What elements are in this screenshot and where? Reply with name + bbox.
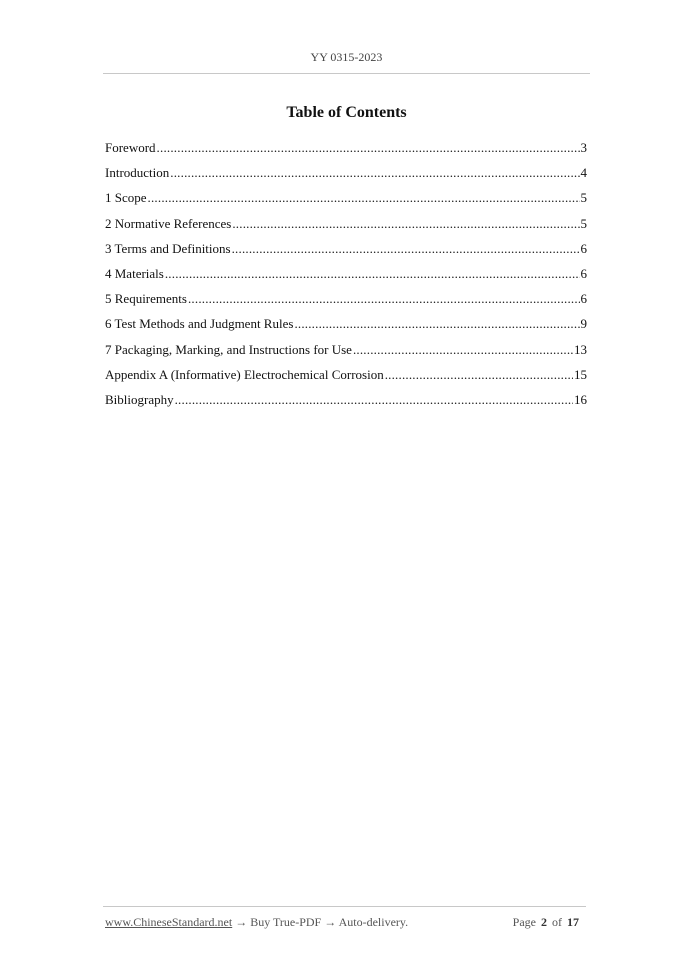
header-divider [103,73,590,74]
toc-entry-page: 5 [580,215,587,231]
site-link[interactable]: www.ChineseStandard.net [105,915,233,929]
toc-entry-terms-definitions[interactable] [105,240,587,265]
dot-leader [232,240,580,258]
dot-leader [188,290,580,308]
arrow-right-icon: → [235,915,248,929]
toc-entry-label: 2 Normative References [105,215,232,231]
toc-entry-page: 6 [580,291,587,307]
toc-list [105,139,587,416]
toc-entry-label: 4 Materials [105,265,164,281]
toc-entry-bibliography[interactable] [105,391,587,416]
toc-entry-label: 3 Terms and Definitions [105,240,231,256]
toc-entry-label: Introduction [105,165,170,181]
toc-entry-packaging-marking[interactable] [105,341,587,366]
toc-entry-page: 9 [580,316,587,332]
toc-entry-label: Appendix A (Informative) Electrochemical Corrosion [105,366,384,382]
toc-entry-requirements[interactable] [105,290,587,315]
dot-leader [175,391,573,409]
page-indicator [513,915,584,930]
toc-entry-page: 3 [580,140,587,155]
auto-delivery-text: Auto-delivery. [338,915,409,929]
toc-entry-normative-references[interactable] [105,215,587,240]
total-page-number: 17 [567,915,579,929]
dot-leader [170,164,579,182]
toc-entry-label: Bibliography [105,391,174,407]
toc-entry-page: 6 [580,240,587,256]
toc-entry-page: 15 [574,366,587,382]
buy-pdf-text: Buy True-PDF [250,915,322,929]
toc-entry-appendix-a[interactable] [105,366,587,391]
toc-entry-test-methods[interactable] [105,315,587,340]
toc-entry-page: 16 [574,391,587,407]
dot-leader [294,315,579,333]
toc-entry-label: 5 Requirements [105,291,187,307]
dot-leader [232,215,579,233]
toc-entry-page: 4 [580,165,587,181]
toc-entry-label: 6 Test Methods and Judgment Rules [105,316,294,332]
dot-leader [157,139,580,157]
toc-entry-foreword[interactable] [105,139,587,164]
toc-entry-page: 5 [580,190,587,206]
footer-promo [105,915,408,930]
arrow-right-icon: → [324,915,337,929]
toc-entry-page: 6 [580,265,587,281]
footer-divider [103,906,586,907]
toc-entry-label: 7 Packaging, Marking, and Instructions for Use [105,341,352,357]
toc-entry-introduction[interactable] [105,164,587,189]
toc-entry-label: Foreword [105,140,156,155]
dot-leader [148,189,580,207]
toc-title: Table of Contents [286,104,407,121]
dot-leader [353,341,573,359]
running-header: YY 0315-2023 [310,50,383,64]
toc-entry-label: 1 Scope [105,190,147,206]
of-word: of [552,915,562,929]
toc-entry-scope[interactable] [105,189,587,214]
toc-entry-page: 13 [574,341,587,357]
toc-entry-materials[interactable] [105,265,587,290]
page-word: Page [512,915,536,929]
current-page-number: 2 [541,915,547,929]
dot-leader [165,265,580,283]
dot-leader [385,366,573,384]
